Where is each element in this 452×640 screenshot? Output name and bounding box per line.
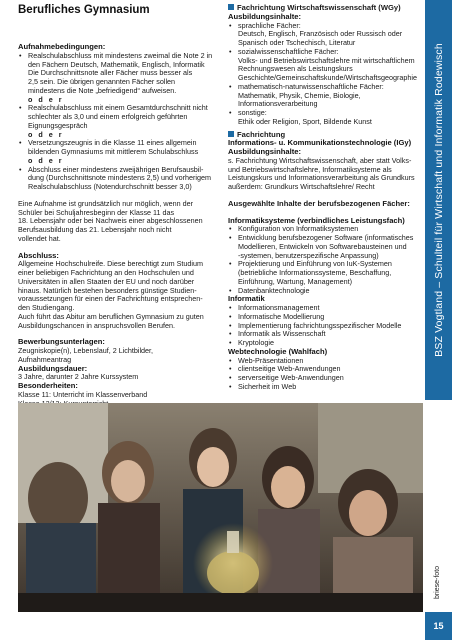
list-item: • Sicherheit im Web bbox=[228, 383, 422, 392]
informatik-list bbox=[228, 304, 422, 348]
left-column bbox=[18, 43, 213, 408]
dauer-text: 3 Jahre, darunter 2 Jahre Kurssystem bbox=[18, 372, 139, 382]
list-item: • sonstige: Ethik oder Religion, Sport, Bildende Kunst bbox=[228, 109, 422, 127]
list-item: • Realschulabschluss mit mindestens zweimal die Note 2 in den Fächern Deutsch, Mathematik, Englisch, Informatik Die Durchschnittsnote aller Fächer muss besser als 2,5 sein. Die übrigen genannten Fächer sollen mindestens die Note „befriedigend“ aufweisen. bbox=[18, 52, 213, 96]
classroom-photo-illustration bbox=[18, 403, 423, 612]
aufnahme-list bbox=[18, 52, 213, 96]
igy-heading-line2: Informations- u. Kommunikationstechnologie (IGy) bbox=[228, 138, 412, 148]
list-item: • Projektierung und Einführung von IuK-Systemen (betriebliche Informationssysteme, Beschaffung, Einführung, Wartung, Management) bbox=[228, 260, 422, 286]
igy-heading: Fachrichtung bbox=[228, 131, 422, 140]
list-item: • Informationsmanagement bbox=[228, 304, 422, 313]
list-item: • Kryptologie bbox=[228, 339, 422, 348]
aufnahme-heading: Aufnahmebedingungen: bbox=[18, 42, 106, 51]
photo-credit: briese-foto bbox=[434, 565, 442, 599]
list-item: • Datenbanktechnologie bbox=[228, 287, 422, 296]
list-item: • Entwicklung berufsbezogener Software (informatisches Modellieren, Entwickeln von Softwarebausteinen und -systemen, benutzerspezifische Anpassung) bbox=[228, 234, 422, 260]
dauer-heading: Ausbildungsdauer: bbox=[18, 363, 88, 373]
list-item: • mathematisch-naturwissenschaftliche Fächer: Mathematik, Physik, Chemie, Biologie, Informationsverarbeitung bbox=[228, 83, 422, 109]
bewerbung-heading: Bewerbungsunterlagen: bbox=[18, 337, 105, 347]
besonderheiten-heading: Besonderheiten: bbox=[18, 381, 78, 390]
list-item: • sprachliche Fächer: Deutsch, Englisch, Französisch oder Russisch oder Spanisch oder Tschechisch, Literatur bbox=[228, 22, 422, 48]
ausgewaehlt-heading: Ausgewählte Inhalte der berufsbezogenen Fächer: bbox=[228, 198, 410, 208]
square-bullet-icon bbox=[228, 131, 234, 137]
square-bullet-icon bbox=[228, 4, 234, 10]
wgy-subheading: Ausbildungsinhalte: bbox=[228, 11, 301, 21]
igy-subheading: Ausbildungsinhalte: bbox=[228, 147, 301, 156]
igy-text: s. Fachrichtung Wirtschaftswissenschaft, aber statt Volks- und Betriebswirtschaftslehre, Informatiksysteme als Leistungskurs und Informationsverarbeitung als Grundkurs außerdem: Grundkurs Wirtschaftslehre/ Recht bbox=[228, 155, 415, 191]
oder-separator: o d e r bbox=[28, 94, 64, 104]
list-item: • Konfiguration von Informatiksystemen bbox=[228, 225, 422, 234]
besonderheiten-text: Klasse 11: Unterricht im Klassenverband bbox=[18, 389, 148, 399]
oder-separator: o d e r bbox=[28, 129, 64, 139]
list-item: • Realschulabschluss mit einem Gesamtdurchschnitt nicht schlechter als 3,0 und einem erfolgreich geführten Eignungsgespräch bbox=[18, 104, 213, 130]
infosys-list bbox=[228, 225, 422, 295]
classroom-photo bbox=[18, 403, 423, 612]
aufnahme-text: Eine Aufnahme ist grundsätzlich nur möglich, wenn der Schüler bei Schuljahresbeginn der Klasse 11 das 18. Lebensjahr oder bei Nachweis einer abgeschlossenen Berufsausbildung das 21. Lebensjahr noch nicht vollendet hat. bbox=[18, 198, 203, 243]
wgy-list bbox=[228, 22, 422, 127]
oder-separator: o d e r bbox=[28, 155, 64, 165]
list-item: • Web-Präsentationen bbox=[228, 357, 422, 366]
bewerbung-text: Zeugniskopie(n), Lebenslauf, 2 Lichtbilder, Aufnahmeantrag bbox=[18, 346, 154, 364]
list-item: • Versetzungszeugnis in die Klasse 11 eines allgemein bildenden Gymnasiums mit mittlerem Schulabschluss bbox=[18, 139, 213, 157]
informatik-heading: Informatik bbox=[228, 294, 265, 304]
page-number: 15 bbox=[425, 612, 452, 640]
webtech-list bbox=[228, 357, 422, 392]
list-item: • Abschluss einer mindestens zweijährigen Berufsausbil- dung (Durchschnittsnote mindestens 2,5) und vorherigem Realschulabschluss (Notendurchschnitt besser 3,0) bbox=[18, 166, 213, 192]
side-banner: BSZ Vogtland – Schulteil für Wirtschaft und Informatik Rodewisch bbox=[432, 43, 445, 357]
webtech-heading: Webtechnologie (Wahlfach) bbox=[228, 346, 328, 356]
list-item: • Informatik als Wissenschaft bbox=[228, 330, 422, 339]
list-item: • Informatische Modellierung bbox=[228, 313, 422, 322]
list-item: • clientseitige Web-Anwendungen bbox=[228, 365, 422, 374]
abschluss-heading: Abschluss: bbox=[18, 250, 59, 260]
abschluss-text: Allgemeine Hochschulreife. Diese berechtigt zum Studium einer beliebigen Fachrichtung an den Hochschulen und Universitäten in allen Staaten der EU und noch darüber hinaus. Natürlich bestehen besonders günstige Studien- voraussetzungen für einen der Fachrichtung entsprechen- den Studiengang. Auch führt das Abitur am beruflichen Gymnasium zu guten Ausbildungschancen in anspruchsvollen Berufen. bbox=[18, 259, 204, 330]
infosys-heading: Informatiksysteme (verbindliches Leistungsfach) bbox=[228, 215, 405, 225]
right-column bbox=[228, 4, 422, 392]
list-item: • sozialwissenschaftliche Fächer: Volks- und Betriebswirtschaftslehre mit wirtschaftlichem Rechnungswesen als Leistungskurs Geschichte/Gemeinschaftskunde/Wirtschaftsgeographie bbox=[228, 48, 422, 83]
list-item: • serverseitige Web-Anwendungen bbox=[228, 374, 422, 383]
wgy-heading: Fachrichtung Wirtschaftswissenschaft (WGy) bbox=[228, 4, 422, 13]
page-title: Berufliches Gymnasium bbox=[18, 4, 150, 16]
list-item: • Implementierung fachrichtungsspezifischer Modelle bbox=[228, 322, 422, 331]
